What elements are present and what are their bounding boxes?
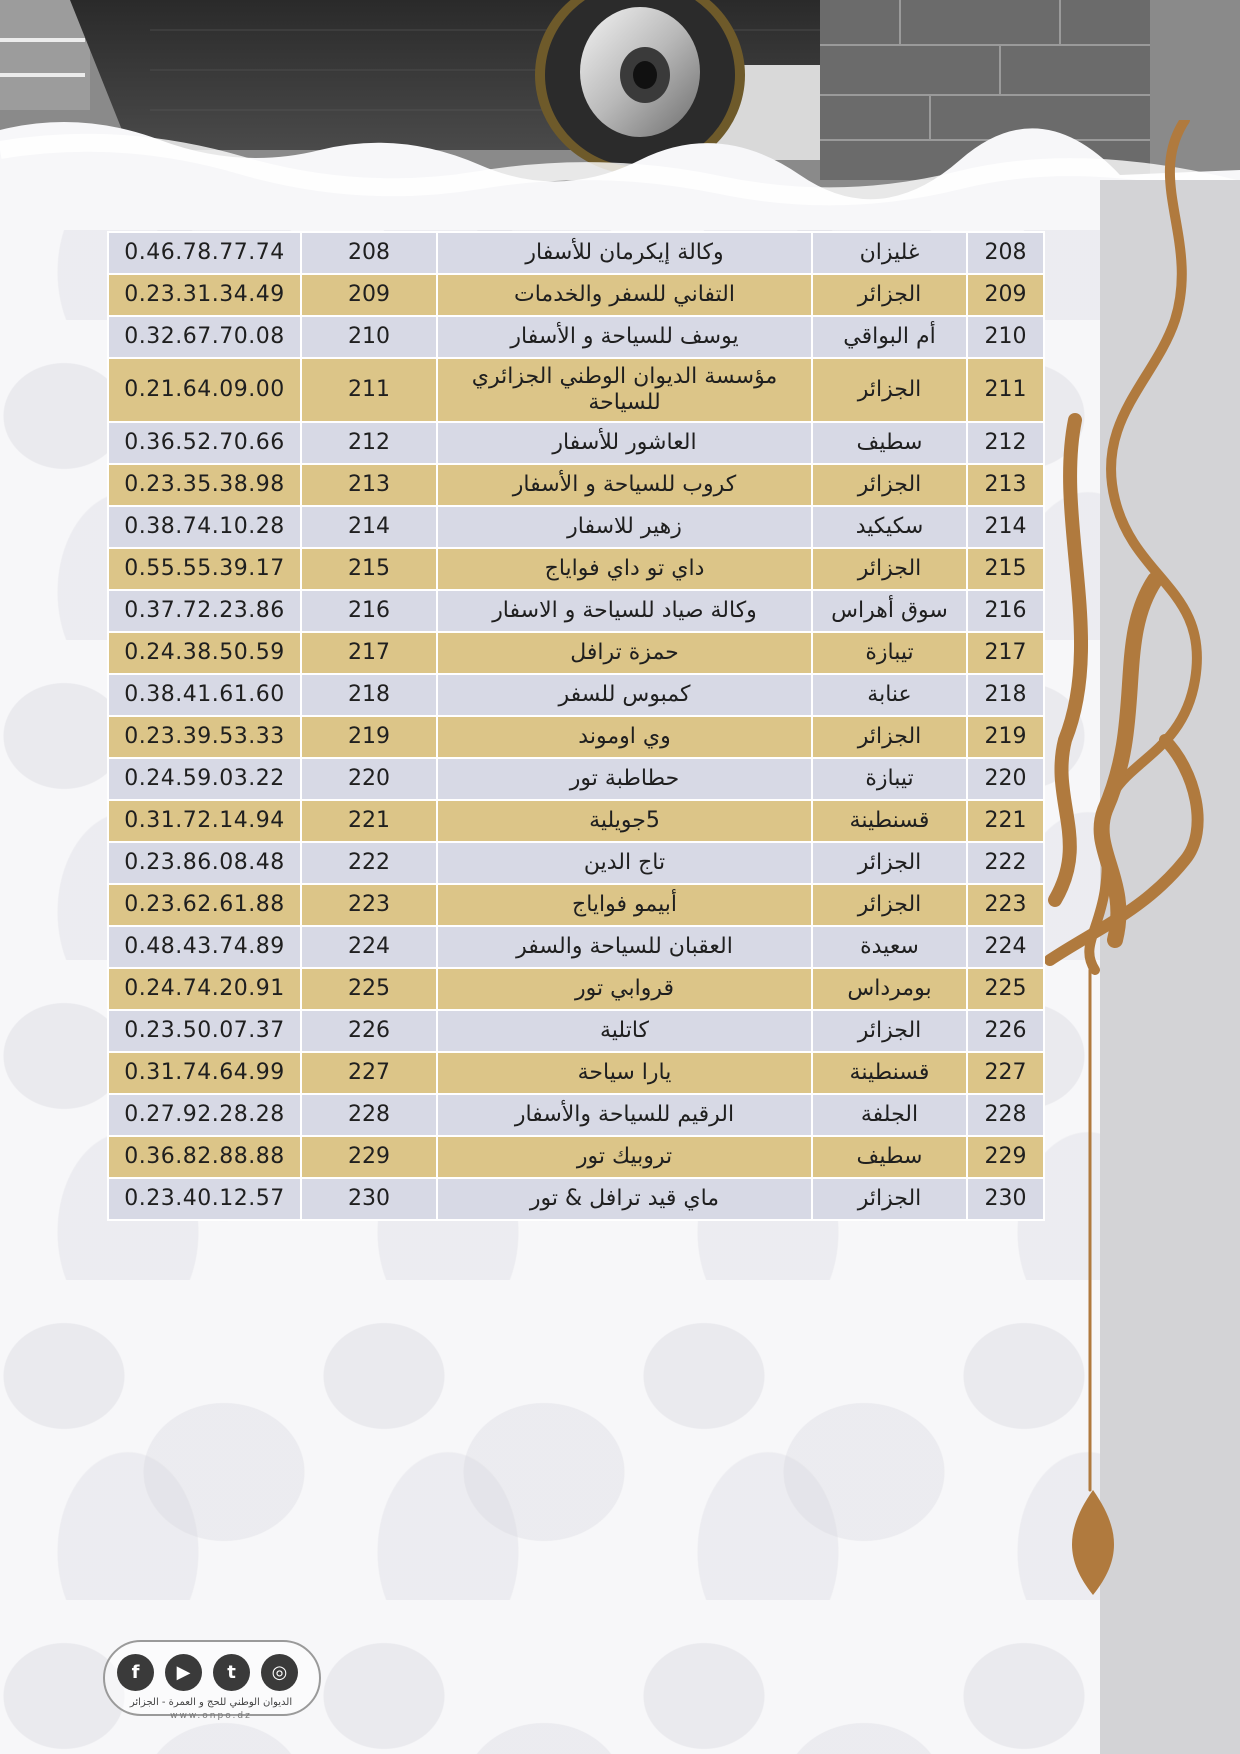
table-row — [108, 358, 1044, 422]
index-cell: 217 — [967, 632, 1044, 674]
number-cell: 208 — [301, 232, 437, 274]
facebook-icon[interactable]: f — [117, 1654, 154, 1691]
wilaya-cell: الجزائر — [812, 1178, 967, 1220]
table-row — [108, 884, 1044, 926]
table-row — [108, 316, 1044, 358]
phone-cell: 0.23.39.53.33 — [108, 716, 301, 758]
agency-cell: حطاطبة تور — [437, 758, 812, 800]
table-row — [108, 674, 1044, 716]
phone-cell: 0.23.40.12.57 — [108, 1178, 301, 1220]
agency-cell: قروابي تور — [437, 968, 812, 1010]
wilaya-cell: الجزائر — [812, 464, 967, 506]
table-row — [108, 464, 1044, 506]
table-row — [108, 1010, 1044, 1052]
wilaya-cell: الجزائر — [812, 716, 967, 758]
index-cell: 228 — [967, 1094, 1044, 1136]
phone-cell: 0.55.55.39.17 — [108, 548, 301, 590]
twitter-icon[interactable]: t — [213, 1654, 250, 1691]
index-cell: 225 — [967, 968, 1044, 1010]
index-cell: 208 — [967, 232, 1044, 274]
youtube-icon[interactable]: ▶ — [165, 1654, 202, 1691]
agency-cell: 5جويلية — [437, 800, 812, 842]
wilaya-cell: قسنطينة — [812, 800, 967, 842]
table-row — [108, 1178, 1044, 1220]
wilaya-cell: تيبازة — [812, 632, 967, 674]
index-cell: 215 — [967, 548, 1044, 590]
index-cell: 216 — [967, 590, 1044, 632]
phone-cell: 0.46.78.77.74 — [108, 232, 301, 274]
number-cell: 226 — [301, 1010, 437, 1052]
table-row — [108, 506, 1044, 548]
agency-cell: تاج الدين — [437, 842, 812, 884]
index-cell: 224 — [967, 926, 1044, 968]
phone-cell: 0.31.72.14.94 — [108, 800, 301, 842]
phone-cell: 0.37.72.23.86 — [108, 590, 301, 632]
table-row — [108, 842, 1044, 884]
agency-cell: العاشور للأسفار — [437, 422, 812, 464]
agency-cell: كاتلية — [437, 1010, 812, 1052]
table-row — [108, 926, 1044, 968]
phone-cell: 0.38.41.61.60 — [108, 674, 301, 716]
number-cell: 219 — [301, 716, 437, 758]
number-cell: 217 — [301, 632, 437, 674]
index-cell: 211 — [967, 358, 1044, 422]
table-row — [108, 800, 1044, 842]
table-row — [108, 632, 1044, 674]
table-row — [108, 274, 1044, 316]
agency-cell: حمزة ترافل — [437, 632, 812, 674]
index-cell: 219 — [967, 716, 1044, 758]
number-cell: 230 — [301, 1178, 437, 1220]
table-row — [108, 968, 1044, 1010]
phone-cell: 0.23.35.38.98 — [108, 464, 301, 506]
wilaya-cell: سكيكيد — [812, 506, 967, 548]
number-cell: 227 — [301, 1052, 437, 1094]
phone-cell: 0.23.86.08.48 — [108, 842, 301, 884]
phone-cell: 0.31.74.64.99 — [108, 1052, 301, 1094]
wilaya-cell: سطيف — [812, 1136, 967, 1178]
index-cell: 227 — [967, 1052, 1044, 1094]
phone-cell: 0.23.31.34.49 — [108, 274, 301, 316]
number-cell: 210 — [301, 316, 437, 358]
table-row — [108, 1094, 1044, 1136]
wilaya-cell: قسنطينة — [812, 1052, 967, 1094]
phone-cell: 0.36.52.70.66 — [108, 422, 301, 464]
agency-cell: كمبوس للسفر — [437, 674, 812, 716]
phone-cell: 0.24.59.03.22 — [108, 758, 301, 800]
agency-cell: وكالة صياد للسياحة و الاسفار — [437, 590, 812, 632]
agency-cell: داي تو داي فواياج — [437, 548, 812, 590]
index-cell: 209 — [967, 274, 1044, 316]
index-cell: 223 — [967, 884, 1044, 926]
index-cell: 230 — [967, 1178, 1044, 1220]
number-cell: 224 — [301, 926, 437, 968]
number-cell: 209 — [301, 274, 437, 316]
index-cell: 229 — [967, 1136, 1044, 1178]
number-cell: 228 — [301, 1094, 437, 1136]
agency-cell: أبيمو فواياج — [437, 884, 812, 926]
index-cell: 226 — [967, 1010, 1044, 1052]
number-cell: 216 — [301, 590, 437, 632]
wilaya-cell: سطيف — [812, 422, 967, 464]
number-cell: 222 — [301, 842, 437, 884]
phone-cell: 0.23.62.61.88 — [108, 884, 301, 926]
agency-cell: العقبان للسياحة والسفر — [437, 926, 812, 968]
wilaya-cell: الجزائر — [812, 1010, 967, 1052]
number-cell: 212 — [301, 422, 437, 464]
index-cell: 213 — [967, 464, 1044, 506]
wilaya-cell: أم البواقي — [812, 316, 967, 358]
number-cell: 218 — [301, 674, 437, 716]
index-cell: 222 — [967, 842, 1044, 884]
table-row — [108, 232, 1044, 274]
wilaya-cell: الجزائر — [812, 358, 967, 422]
index-cell: 210 — [967, 316, 1044, 358]
index-cell: 214 — [967, 506, 1044, 548]
number-cell: 220 — [301, 758, 437, 800]
phone-cell: 0.32.67.70.08 — [108, 316, 301, 358]
wilaya-cell: تيبازة — [812, 758, 967, 800]
table-row — [108, 716, 1044, 758]
wilaya-cell: الجزائر — [812, 884, 967, 926]
agency-cell: الرقيم للسياحة والأسفار — [437, 1094, 812, 1136]
phone-cell: 0.24.74.20.91 — [108, 968, 301, 1010]
wilaya-cell: بومرداس — [812, 968, 967, 1010]
number-cell: 221 — [301, 800, 437, 842]
agency-cell: زهير للاسفار — [437, 506, 812, 548]
wilaya-cell: الجزائر — [812, 548, 967, 590]
org-name: الديوان الوطني للحج و العمرة - الجزائر — [129, 1697, 293, 1708]
number-cell: 225 — [301, 968, 437, 1010]
number-cell: 229 — [301, 1136, 437, 1178]
wilaya-cell: الجلفة — [812, 1094, 967, 1136]
wilaya-cell: سوق أهراس — [812, 590, 967, 632]
agency-cell: التفاني للسفر والخدمات — [437, 274, 812, 316]
wilaya-cell: الجزائر — [812, 842, 967, 884]
agency-cell: وكالة إيكرمان للأسفار — [437, 232, 812, 274]
index-cell: 220 — [967, 758, 1044, 800]
table-row — [108, 590, 1044, 632]
agency-cell: مؤسسة الديوان الوطني الجزائري للسياحة — [437, 358, 812, 422]
table-row — [108, 1136, 1044, 1178]
number-cell: 214 — [301, 506, 437, 548]
number-cell: 215 — [301, 548, 437, 590]
index-cell: 221 — [967, 800, 1044, 842]
calligraphy-ornament — [1035, 120, 1240, 1660]
number-cell: 211 — [301, 358, 437, 422]
phone-cell: 0.23.50.07.37 — [108, 1010, 301, 1052]
table-row — [108, 548, 1044, 590]
wilaya-cell: غليزان — [812, 232, 967, 274]
agency-cell: يارا سياحة — [437, 1052, 812, 1094]
table-row — [108, 422, 1044, 464]
number-cell: 223 — [301, 884, 437, 926]
table-row — [108, 1052, 1044, 1094]
agency-cell: وي اوموند — [437, 716, 812, 758]
index-cell: 212 — [967, 422, 1044, 464]
phone-cell: 0.27.92.28.28 — [108, 1094, 301, 1136]
index-cell: 218 — [967, 674, 1044, 716]
phone-cell: 0.48.43.74.89 — [108, 926, 301, 968]
agency-cell: ماي قيد ترافل & تور — [437, 1178, 812, 1220]
agency-cell: يوسف للسياحة و الأسفار — [437, 316, 812, 358]
phone-cell: 0.38.74.10.28 — [108, 506, 301, 548]
number-cell: 213 — [301, 464, 437, 506]
wilaya-cell: سعيدة — [812, 926, 967, 968]
phone-cell: 0.21.64.09.00 — [108, 358, 301, 422]
wilaya-cell: الجزائر — [812, 274, 967, 316]
instagram-icon[interactable]: ◎ — [261, 1654, 298, 1691]
phone-cell: 0.24.38.50.59 — [108, 632, 301, 674]
table-row — [108, 758, 1044, 800]
agency-cell: تروبيك تور — [437, 1136, 812, 1178]
phone-cell: 0.36.82.88.88 — [108, 1136, 301, 1178]
wilaya-cell: عنابة — [812, 674, 967, 716]
website-link[interactable]: www.onpo.dz — [170, 1711, 252, 1721]
agency-cell: كروب للسياحة و الأسفار — [437, 464, 812, 506]
agencies-table — [107, 231, 1043, 1221]
